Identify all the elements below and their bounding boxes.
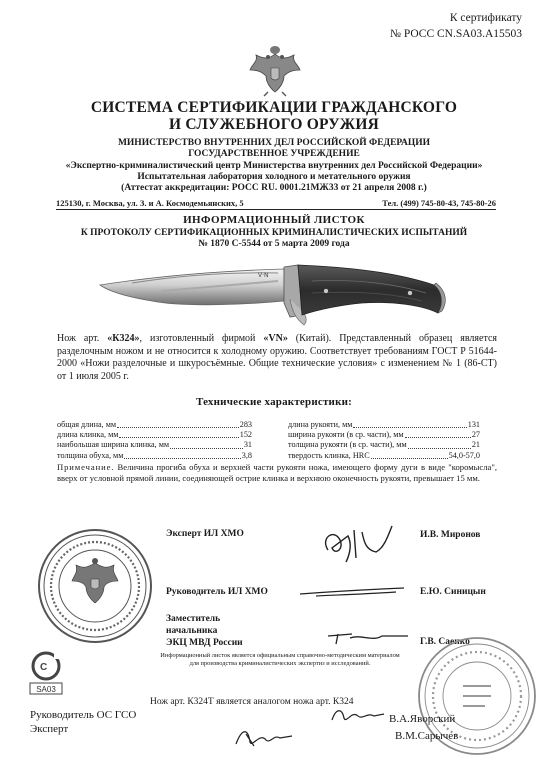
protocol-line2: № 1870 С-5544 от 5 марта 2009 года xyxy=(198,239,350,249)
protocol-reference xyxy=(0,228,548,250)
accreditation-line: (Аттестат аккредитации: РОСС RU. 0001.21МЖ33 от 21 апреля 2008 г.) xyxy=(121,183,427,194)
note-paragraph xyxy=(57,462,497,483)
spec-value: 27 xyxy=(471,430,480,440)
spec-row xyxy=(57,451,252,461)
head-name: Е.Ю. Синицын xyxy=(420,587,486,597)
spec-value: 131 xyxy=(467,420,480,429)
note-heading: Примечание. xyxy=(57,462,115,472)
certificate-reference-line1: К сертификату xyxy=(449,12,522,24)
deputy-role-line2: начальника xyxy=(166,626,218,636)
spec-label: толщина рукояти (в ср. части), мм xyxy=(288,440,407,450)
footer-note-line2: для производства криминалистических экспертиз и исследований. xyxy=(189,660,371,667)
header-divider xyxy=(56,209,496,210)
os-head-signature xyxy=(328,702,388,728)
round-seal-stamp xyxy=(36,527,154,645)
cert-logo-code: SA03 xyxy=(36,685,56,694)
os-expert-signature xyxy=(232,724,296,752)
ministry-name: МИНИСТЕРСТВО ВНУТРЕННИХ ДЕЛ РОССИЙСКОЙ ФЕДЕРАЦИИ xyxy=(117,138,431,148)
spec-row xyxy=(57,430,252,440)
deputy-role-line3: ЭКЦ МВД России xyxy=(166,638,243,648)
deputy-role-line1: Заместитель xyxy=(166,614,221,624)
specs-right-column xyxy=(288,420,480,461)
footer-note xyxy=(140,652,420,668)
head-role: Руководитель ИЛ ХМО xyxy=(166,587,268,597)
postal-address: 125130, г. Москва, ул. З. и А. Космодемьянских, 5 xyxy=(56,198,244,208)
double-headed-eagle-emblem xyxy=(246,40,304,98)
spec-label: общая длина, мм xyxy=(57,420,117,429)
spec-label: наибольшая ширина клинка, мм xyxy=(57,440,170,450)
os-head-name: В.А.Яворский xyxy=(389,713,456,725)
spec-label: ширина рукояти (в ср. части), мм xyxy=(288,430,404,440)
spec-row xyxy=(288,420,480,430)
note-text: Величина прогиба обуха и верхней части рукояти ножа, имеющего форму дуги в виде "коромысла", вверх от условной прямой линии, соединяющей острие клинка и верхнюю оконечность рукояти, превышает 15 мм. xyxy=(57,462,497,483)
spec-row xyxy=(288,440,480,450)
spec-value: 3,8 xyxy=(241,450,252,460)
os-expert-role: Эксперт xyxy=(30,723,69,735)
phone-numbers: Тел. (499) 745-80-43, 745-80-26 xyxy=(382,198,496,208)
address-line xyxy=(56,198,496,208)
spec-label: длина рукояти, мм xyxy=(288,420,353,429)
spec-row xyxy=(57,420,252,430)
svg-text:C: C xyxy=(40,662,48,673)
spec-row xyxy=(288,451,480,461)
head-signature xyxy=(296,580,408,602)
brand-name: «VN» xyxy=(263,333,288,344)
os-head-role: Руководитель ОС ГСО xyxy=(30,709,137,721)
document-title: ИНФОРМАЦИОННЫЙ ЛИСТОК xyxy=(183,214,365,226)
ministry-block xyxy=(0,138,548,194)
spec-label: толщина обуха, мм xyxy=(57,450,124,460)
os-expert-name: В.М.Сарычев xyxy=(395,730,459,742)
spec-row xyxy=(288,430,480,440)
spec-value: 283 xyxy=(239,420,252,429)
specs-title: Технические характеристики: xyxy=(195,396,353,408)
expert-role: Эксперт ИЛ ХМО xyxy=(166,529,244,539)
protocol-line1: К ПРОТОКОЛУ СЕРТИФИКАЦИОННЫХ КРИМИНАЛИСТИЧЕСКИХ ИСПЫТАНИЙ xyxy=(80,228,468,238)
description-prefix: Нож арт. xyxy=(57,333,108,344)
deputy-role xyxy=(166,613,243,649)
description-rest: (Китай). Представленный образец является разделочным ножом и не относится к холодному оружию. Соответствует требованиям ГОСТ Р 51644-2000 «Ножи разделочные и шкуросъёмные. Общие технические условия» с изменением № 1 (86-СТ) от 1 июля 2005 г. xyxy=(57,333,497,382)
expert-signature xyxy=(318,518,398,568)
article-number: «К324» xyxy=(107,333,140,344)
deputy-signature xyxy=(322,626,412,650)
institution-type: ГОСУДАРСТВЕННОЕ УЧРЕЖДЕНИЕ xyxy=(188,149,360,160)
laboratory-name: Испытательная лаборатория холодного и метательного оружия xyxy=(137,171,411,182)
spec-row xyxy=(57,440,252,450)
knife-description xyxy=(57,333,497,383)
spec-value: 54,0-57,0 xyxy=(448,450,480,460)
specs-left-column xyxy=(57,420,252,461)
system-title-line2: И СЛУЖЕБНОГО ОРУЖИЯ xyxy=(169,116,379,133)
system-title-line1: СИСТЕМА СЕРТИФИКАЦИИ ГРАЖДАНСКОГО xyxy=(90,99,458,116)
spec-label: твердость клинка, HRC xyxy=(288,450,370,460)
deputy-name: Г.В. Саенко xyxy=(420,637,470,647)
analog-note: Нож арт. К324Т является аналогом ножа арт. К324 xyxy=(150,697,354,707)
blade-marking: V·N xyxy=(258,272,269,279)
spec-value: 31 xyxy=(243,440,252,450)
spec-label: длина клинка, мм xyxy=(57,430,119,440)
system-title xyxy=(0,99,548,133)
footer-note-line1: Информационный листок является официальным справочно-методическим материалом xyxy=(160,652,400,659)
certificate-number: № РОСС CN.SA03.A15503 xyxy=(389,28,522,40)
spec-value: 21 xyxy=(471,440,480,450)
certificate-reference xyxy=(390,10,522,42)
knife-photo xyxy=(92,255,452,337)
spec-value: 152 xyxy=(239,430,252,440)
institution-name: «Экспертно-криминалистический центр Министерства внутренних дел Российской Федерации» xyxy=(65,160,483,171)
description-middle: , изготовленный фирмой xyxy=(139,333,264,344)
expert-name: И.В. Миронов xyxy=(420,530,481,540)
certification-mark-logo xyxy=(28,650,68,696)
